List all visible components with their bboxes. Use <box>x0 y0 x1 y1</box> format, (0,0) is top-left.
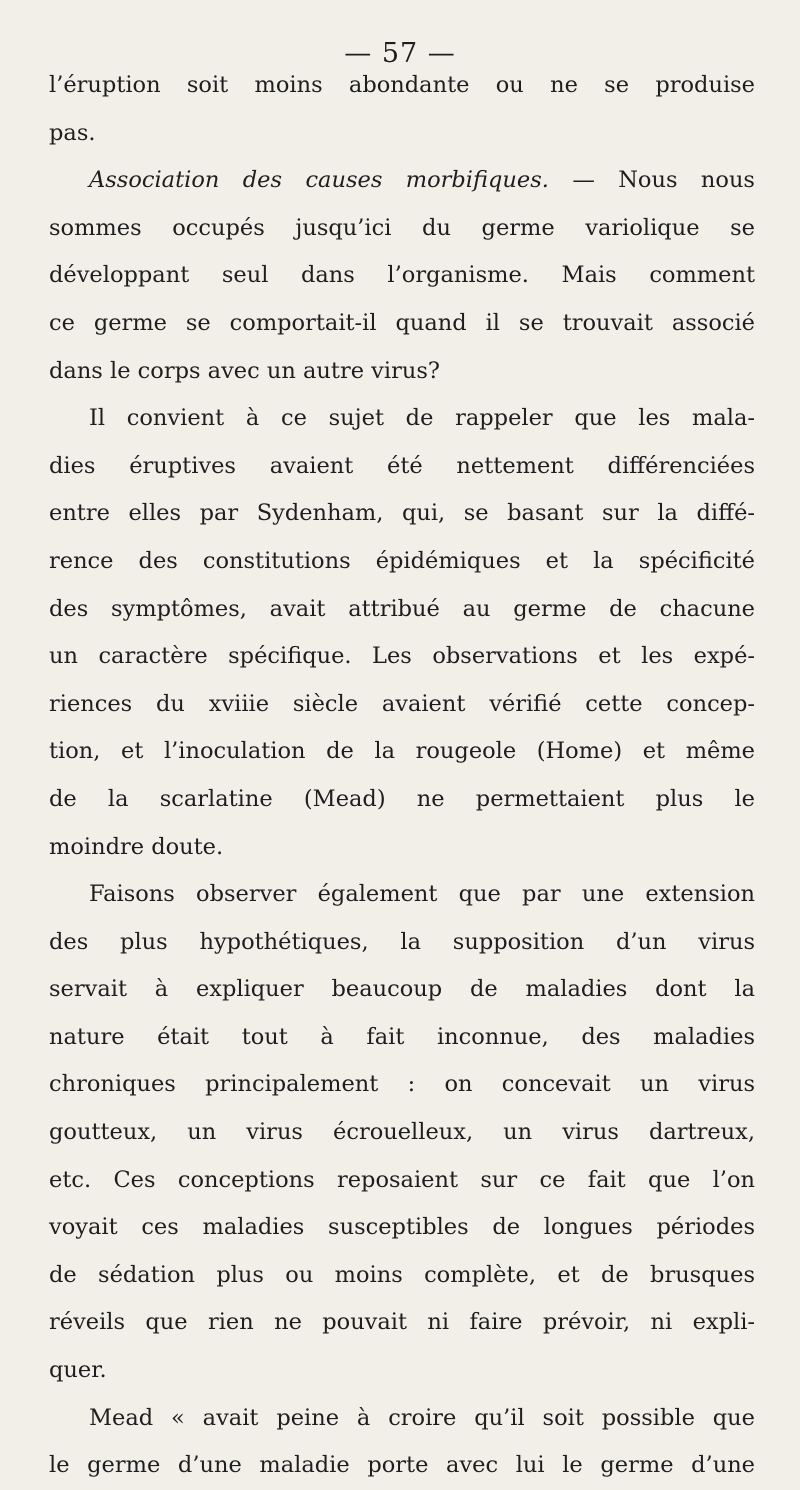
text-line-6: ce germe se comportait-il quand il se trouvait associé <box>49 309 755 336</box>
text-line-27: réveils que rien ne pouvait ni faire prévoir, ni expli- <box>49 1309 755 1336</box>
text-line-26: de sédation plus ou moins complète, et de brusques <box>49 1261 755 1288</box>
text-line-29: Mead « avait peine à croire qu’il soit possible que <box>89 1404 755 1431</box>
body-text <box>49 62 755 1490</box>
text-line-19: des plus hypothétiques, la supposition d’un virus <box>49 928 755 955</box>
text-line-13: un caractère spécifique. Les observations et les expé- <box>49 643 755 670</box>
text-line-14: riences du xviiie siècle avaient vérifié cette concep- <box>49 690 755 717</box>
text-line-28: quer. <box>49 1357 107 1384</box>
text-line-7: dans le corps avec un autre virus? <box>49 357 440 384</box>
section-heading-line <box>49 157 755 205</box>
text-line-22: chroniques principalement : on concevait un virus <box>49 1071 755 1098</box>
text-line-1: l’éruption soit moins abondante ou ne se produise <box>49 72 755 98</box>
text-line-23: goutteux, un virus écrouelleux, un virus dartreux, <box>49 1119 755 1146</box>
text-line-21: nature était tout à fait inconnue, des maladies <box>49 1023 755 1050</box>
text-line-9: dies éruptives avaient été nettement différenciées <box>49 452 755 479</box>
text-line-30: le germe d’une maladie porte avec lui le germe d’une <box>49 1452 755 1479</box>
page-number: — 57 — <box>344 38 456 69</box>
text-line-5: développant seul dans l’organisme. Mais comment <box>49 262 755 289</box>
section-heading-rest: — Nous nous <box>548 167 755 194</box>
text-line-17: moindre doute. <box>49 833 224 860</box>
text-line-10: entre elles par Sydenham, qui, se basant sur la diffé- <box>49 500 755 527</box>
text-line-18: Faisons observer également que par une extension <box>89 881 755 908</box>
text-line-15: tion, et l’inoculation de la rougeole (Home) et même <box>49 738 755 765</box>
text-line-20: servait à expliquer beaucoup de maladies dont la <box>49 976 755 1003</box>
text-line-8: Il convient à ce sujet de rappeler que les mala- <box>89 405 755 432</box>
text-line-16: de la scarlatine (Mead) ne permettaient plus le <box>49 785 755 812</box>
text-line-12: des symptômes, avait attribué au germe de chacune <box>49 595 755 622</box>
text-line-4: sommes occupés jusqu’ici du germe variolique se <box>49 214 755 241</box>
text-line-11: rence des constitutions épidémiques et la spécificité <box>49 547 755 574</box>
text-line-25: voyait ces maladies susceptibles de longues périodes <box>49 1214 755 1241</box>
text-line-2: pas. <box>49 119 96 146</box>
section-heading: Association des causes morbifiques. <box>89 167 549 194</box>
text-line-24: etc. Ces conceptions reposaient sur ce fait que l’on <box>49 1166 755 1193</box>
